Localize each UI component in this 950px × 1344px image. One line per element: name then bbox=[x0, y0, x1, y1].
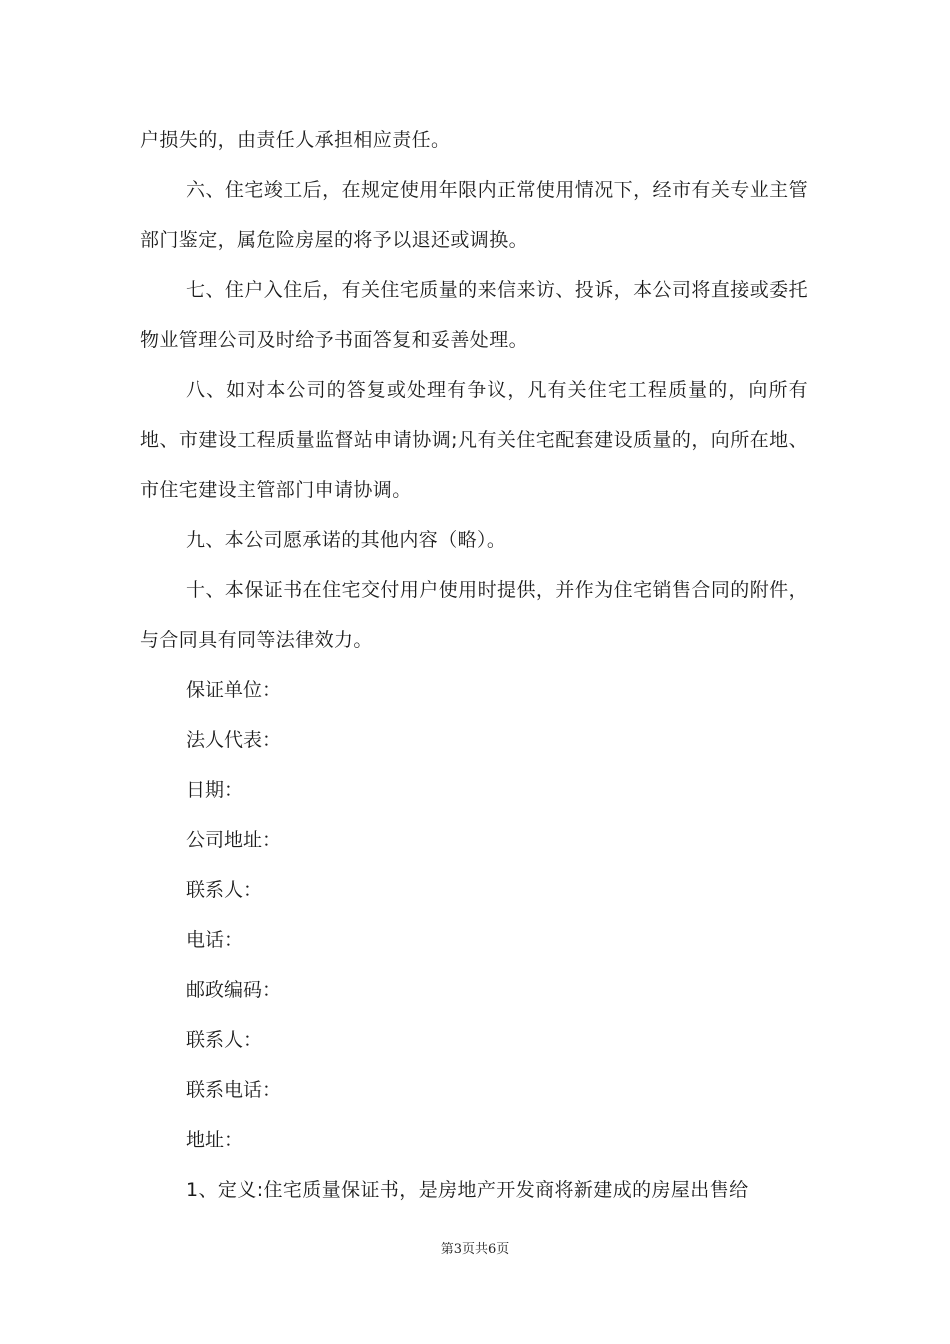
field-contact-person-2: 联系人： bbox=[186, 1029, 263, 1051]
field-contact-person: 联系人： bbox=[186, 879, 263, 901]
paragraph-clause-9: 九、本公司愿承诺的其他内容（略）。 bbox=[186, 529, 507, 551]
paragraph-clause-8: 八、如对本公司的答复或处理有争议，凡有关住宅工程质量的，向所有地、市建设工程质量监督站申请协调;凡有关住宅配套建设质量的，向所在地、市住宅建设主管部门申请协调。 bbox=[140, 379, 808, 501]
page-number-footer: 第3页共6页 bbox=[440, 1242, 510, 1257]
paragraph-clause-10: 十、本保证书在住宅交付用户使用时提供，并作为住宅销售合同的附件，与合同具有同等法律效力。 bbox=[140, 579, 808, 651]
paragraph-continuation: 户损失的，由责任人承担相应责任。 bbox=[140, 129, 451, 151]
paragraph-clause-6: 六、住宅竣工后，在规定使用年限内正常使用情况下，经市有关专业主管部门鉴定，属危险房屋的将予以退还或调换。 bbox=[140, 179, 808, 251]
field-address: 地址： bbox=[186, 1129, 244, 1151]
field-legal-representative: 法人代表： bbox=[186, 729, 282, 751]
field-phone: 电话： bbox=[186, 929, 244, 951]
field-date: 日期： bbox=[186, 779, 244, 801]
field-guarantor: 保证单位： bbox=[186, 679, 282, 701]
paragraph-clause-7: 七、住户入住后，有关住宅质量的来信来访、投诉，本公司将直接或委托物业管理公司及时给予书面答复和妥善处理。 bbox=[140, 279, 808, 351]
field-contact-phone: 联系电话： bbox=[186, 1079, 282, 1101]
field-company-address: 公司地址： bbox=[186, 829, 282, 851]
paragraph-definition: 1、定义:住宅质量保证书，是房地产开发商将新建成的房屋出售给 bbox=[186, 1179, 749, 1201]
field-postal-code: 邮政编码： bbox=[186, 979, 282, 1001]
document-body bbox=[140, 115, 808, 1215]
